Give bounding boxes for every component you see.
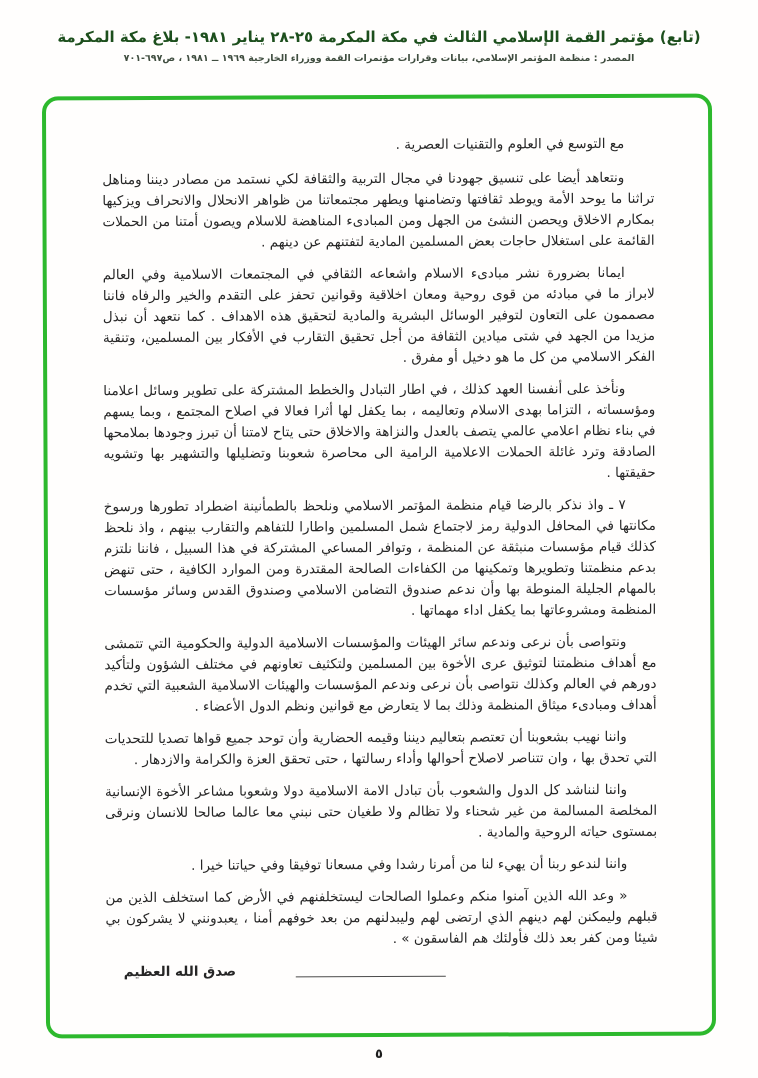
quran-quote: « وعد الله الذين آمنوا منكم وعملوا الصالحات ليستخلفنهم في الأرض كما استخلف الذين من قبلهم وليمكنن لهم دينهم الذي ارتضى لهم وليبدلنهم من بعد خوفهم أمنا ، يعبدونني لا يشركون بي شيئا ومن كفر بعد ذلك فأولئك هم الفاسقون » . bbox=[105, 887, 658, 947]
paragraph: ونأخذ على أنفسنا العهد كذلك ، في اطار التبادل والخطط المشتركة على تطوير وسائل اعلامنا ومؤسساته ، التزاما بهدى الاسلام وتعاليمه ، بما يكفل لها أثرا فعالا في اصلاح المجتمع ، وبما يسهم في بناء نظام اعلامي عالمي يتصف بالعدل والنزاهة والاخلاق حتى يتاح لامتنا أن تبرز وجودها بملامحها الصادقة وترد غائلة الحملات الاعلامية الرامية الى محاصرة شعوبنا وتضليلها والتشهير بها وتشويه حقيقتها . bbox=[103, 380, 656, 482]
closing-phrase: صدق الله العظيم bbox=[123, 963, 237, 981]
source-line: المصدر : منظمة المؤتمر الإسلامي، بيانات وقرارات مؤتمرات القمة ووزراء الخارجية ١٩٦٩ ــ ١٩٨١ ، ص٦٩٧-٧٠١ bbox=[123, 53, 635, 64]
document-header bbox=[0, 0, 758, 64]
paragraph: واننا لندعو ربنا أن يهيء لنا من أمرنا رشدا وفي مسعانا توفيقا وفي حياتنا خيرا . bbox=[191, 855, 628, 874]
closing-row bbox=[106, 960, 658, 998]
document-body bbox=[46, 98, 712, 999]
paragraph: ايمانا بضرورة نشر مبادىء الاسلام واشعاعه الثقافي في المجتمعات الاسلامية وفي العالم لابراز ما في مبادئه من قوى روحية ومعان اخلاقية وقوانين تحفز على التقدم والخير والرفاه فاننا مصممون على التعاون لتوفير الوسائل البشرية والمادية لتحقيق هذه الاهداف . كما نتعهد أن نبذل مزيدا من الجهد في شتى ميادين الثقافة من أجل تحقيق التقارب في الأفكار بين المسلمين، وتنقية الفكر الاسلامي من كل ما هو دخيل أو مفرق . bbox=[102, 264, 656, 366]
paragraph: ونتواصى بأن نرعى وندعم سائر الهيئات والمؤسسات الاسلامية الدولية والحكومية التي تتمشى مع أهداف منظمتنا لتوثيق عرى الأخوة بين المسلمين ولتكثيف تعاونهم في مختلف الشؤون ولتأكيد دورهم في العالم وكذلك نتواصى بأن نرعى وندعم المؤسسات والهيئات الاسلامية الشعبية التي تخدم أهداف ومبادىء ميثاق المنظمة وذلك بما لا يتعارض مع قوانين ونظم الدول الأعضاء . bbox=[104, 633, 657, 715]
signature-line bbox=[296, 976, 446, 978]
paragraph-item-7: ٧ ـ واذ نذكر بالرضا قيام منظمة المؤتمر الاسلامي ونلحظ بالطمأنينة اضطراد تطورها ورسوخ مكانتها في المحافل الدولية رمز لاجتماع شمل المسلمين واطارا للتفاهم والتقارب بينهم ، واذ نلحظ كذلك قيام مؤسسات منبثقة عن المنظمة ، وتوافر المساعي المشتركة في هذا السبيل ، فاننا نلتزم بدعم منظمتنا وتطويرها وتمكينها من الكفاءات الصالحة المقتدرة ومن الموارد الكافية ، حتى تنهض بالمهام الجليلة المنوطة بها وأن ندعم صندوق التضامن الاسلامي وصندوق القدس وسائر مؤسسات المنظمة ومشروعاتها بما يكفل اداء مهماتها . bbox=[103, 496, 657, 619]
paragraph: واننا نهيب بشعوبنا أن تعتصم بتعاليم ديننا وقيمه الحضارية وأن توحد جميع قواها تصديا للتحديات التي تحدق بها ، وان تتناصر لاصلاح أحوالها وأداء رسالتها ، حتى تحقق العزة والكرامة والازدهار . bbox=[104, 728, 657, 769]
page-number: ٥ bbox=[375, 1047, 383, 1062]
paragraph: واننا لنناشد كل الدول والشعوب بأن تبادل الامة الاسلامية دولا وشعوبا مشاعر الأخوة الإنسانية المخلصة المسالمة من غير شحناء ولا تظالم ولا طغيان حتى نبني معا عالما صالحا للانسان ونرقى بمستوى حياته الروحية والمادية . bbox=[104, 781, 658, 841]
content-frame bbox=[42, 94, 716, 1039]
paragraph-continuation: مع التوسع في العلوم والتقنيات العصرية . bbox=[395, 135, 625, 153]
page-title: (تابع) مؤتمر القمة الإسلامي الثالث في مكة المكرمة ٢٥-٢٨ يناير ١٩٨١- بلاغ مكة المكرمة bbox=[57, 28, 701, 46]
paragraph: ونتعاهد أيضا على تنسيق جهودنا في مجال التربية والثقافة لكي نستمد من مصادر ديننا ومناهل تراثنا ما يوحد الأمة ويوطد ثقافتها وتضامنها ويطهر مجتمعاتنا من ظواهر الانحلال والانحراف ويزكيها بمكارم الاخلاق ويحصن النشئ من الجهل ومن المبادىء المناهضة للاسلام ويصون أمتنا من الحملات القائمة على استغلال حاجات بعض المسلمين المادية لتفتنهم عن دينهم . bbox=[102, 169, 655, 251]
